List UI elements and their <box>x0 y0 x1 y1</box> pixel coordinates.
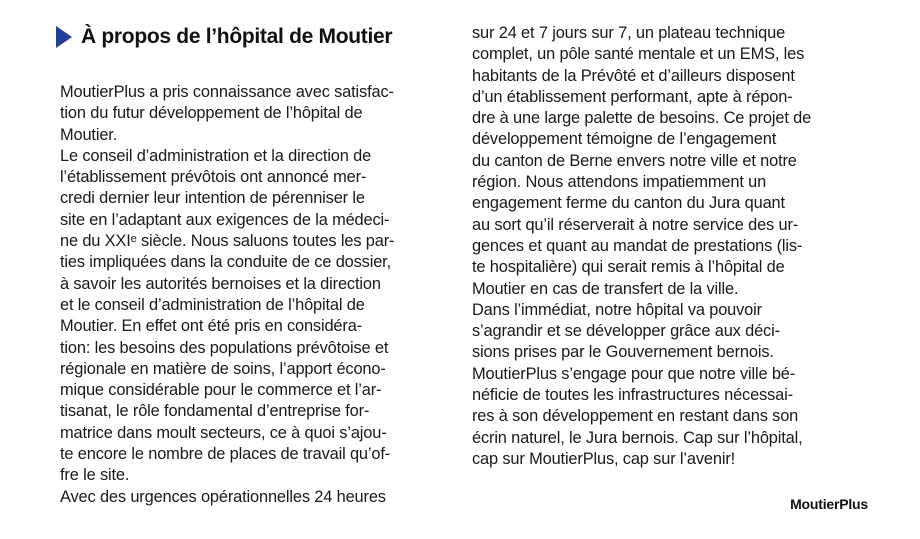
text-line: ties impliquées dans la conduite de ce dossier, <box>60 253 391 272</box>
text-line: écrin naturel, le Jura bernois. Cap sur l’hôpital, <box>472 428 803 447</box>
text-line: Avec des urgences opérationnelles 24 heures <box>60 487 386 506</box>
text-line: Moutier. En effet ont été pris en considéra- <box>60 317 362 336</box>
text-line: MoutierPlus s’engage pour que notre ville bé- <box>472 364 796 383</box>
text-line: site en l’adaptant aux exigences de la médeci- <box>60 210 390 229</box>
text-line: ne du XXIᵉ siècle. Nous saluons toutes les par- <box>60 232 395 251</box>
text-line: MoutierPlus a pris connaissance avec satisfac- <box>60 83 394 101</box>
text-line: Dans l’immédiat, notre hôpital va pouvoir <box>472 300 762 319</box>
text-line: néficie de toutes les infrastructures nécessai- <box>472 386 793 405</box>
play-triangle-icon <box>56 26 72 48</box>
text-line: te hospitalière) qui serait remis à l’hôpital de <box>472 258 785 277</box>
article-heading <box>56 22 452 52</box>
text-line: sions prises par le Gouvernement bernois. <box>472 343 774 362</box>
text-line: credi dernier leur intention de pérenniser le <box>60 189 365 208</box>
article-signature: MoutierPlus <box>790 496 868 512</box>
text-line: l’établissement prévôtois ont annoncé mer- <box>60 168 367 187</box>
text-line: Moutier en cas de transfert de la ville. <box>472 279 739 298</box>
text-line: s’agrandir et se développer grâce aux déci- <box>472 322 780 341</box>
article-title: À propos de l’hôpital de Moutier <box>81 25 393 48</box>
text-line: res à son développement en restant dans son <box>472 407 799 426</box>
text-line: et le conseil d’administration de l’hôpital de <box>60 295 365 314</box>
text-line: tion: les besoins des populations prévôtoise et <box>60 338 389 357</box>
text-line: région. Nous attendons impatiemment un <box>472 173 767 192</box>
text-line: matrice dans moult secteurs, ce à quoi s’ajou- <box>60 423 387 442</box>
article-column-right <box>472 23 868 470</box>
text-line: te encore le nombre de places de travail qu’of- <box>60 445 391 464</box>
text-line: au sort qu’il réserverait à notre service des ur- <box>472 215 799 234</box>
text-line: Moutier. <box>60 125 118 144</box>
left-text-block <box>60 82 452 508</box>
text-line: régionale en matière de soins, l’apport écono- <box>60 359 386 378</box>
article-column-left <box>60 22 452 508</box>
text-line: sur 24 et 7 jours sur 7, un plateau technique <box>472 24 786 42</box>
text-line: cap sur MoutierPlus, cap sur l’avenir! <box>472 449 736 468</box>
text-line: habitants de la Prévôté et d’ailleurs disposent <box>472 66 795 85</box>
text-line: complet, un pôle santé mentale et un EMS, les <box>472 45 805 64</box>
right-text-block <box>472 23 868 470</box>
text-line: du canton de Berne envers notre ville et notre <box>472 151 797 170</box>
text-line: tion du futur développement de l’hôpital de <box>60 104 363 123</box>
text-line: dre à une large palette de besoins. Ce projet de <box>472 109 812 128</box>
text-line: tisanat, le rôle fondamental d’entreprise for- <box>60 402 370 421</box>
text-line: mique considérable pour le commerce et l’ar- <box>60 381 382 400</box>
text-line: d’un établissement performant, apte à répon- <box>472 87 793 106</box>
text-line: à savoir les autorités bernoises et la direction <box>60 274 381 293</box>
text-line: fre le site. <box>60 466 130 485</box>
text-line: engagement ferme du canton du Jura quant <box>472 194 785 213</box>
text-line: gences et quant au mandat de prestations (lis- <box>472 236 803 255</box>
text-line: développement témoigne de l’engagement <box>472 130 777 149</box>
text-line: Le conseil d’administration et la direction de <box>60 146 372 165</box>
